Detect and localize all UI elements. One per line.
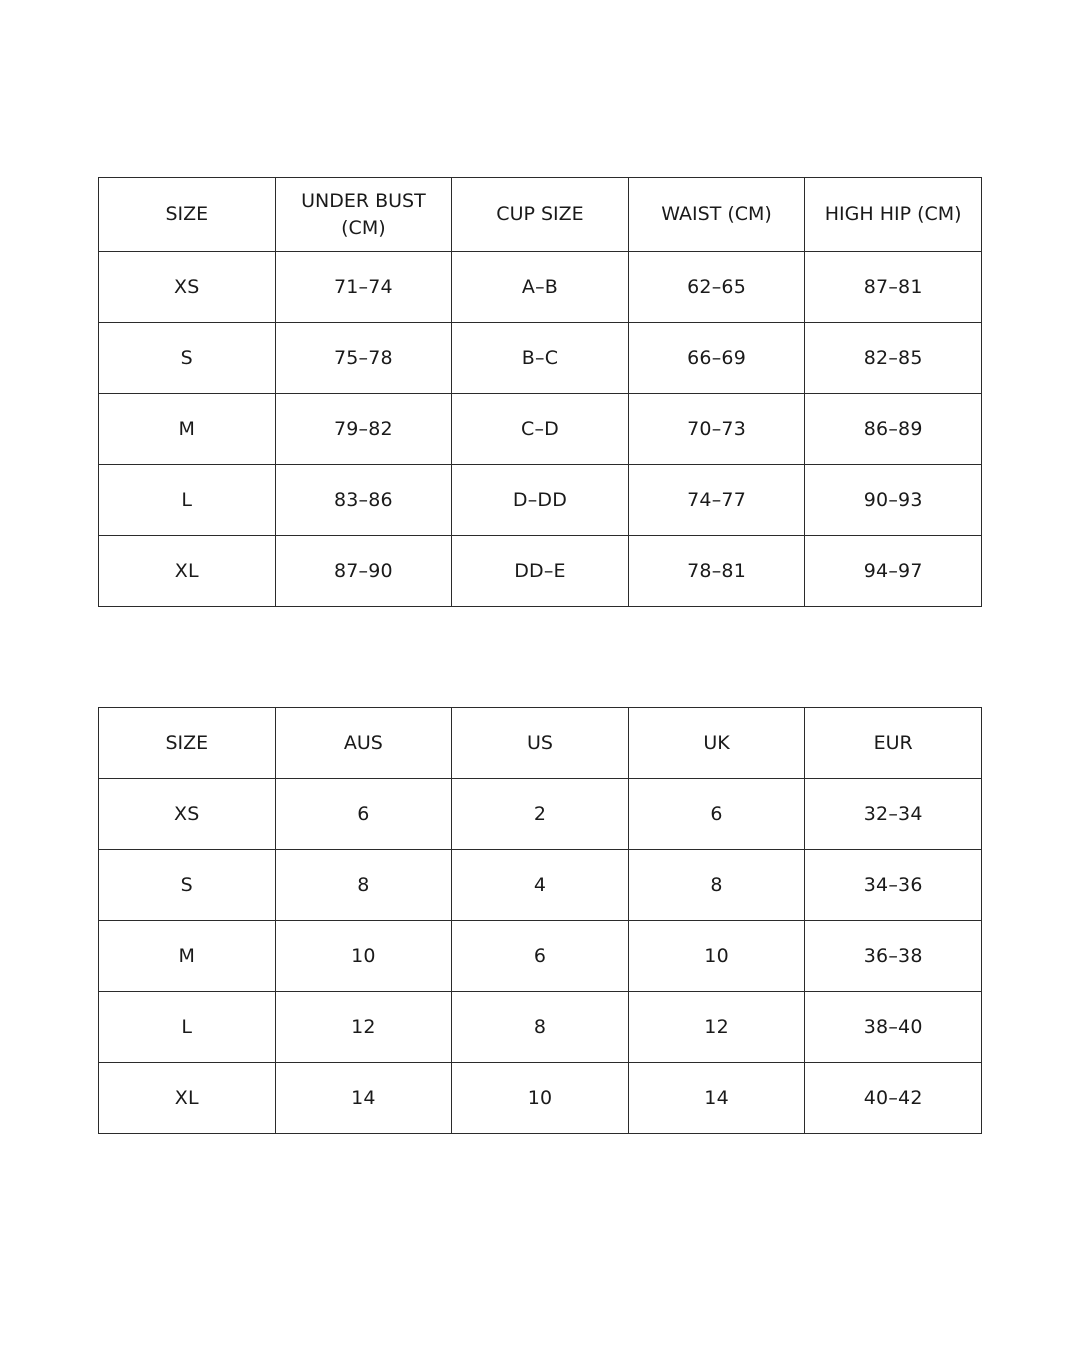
table-cell: D–DD [452,465,629,536]
table-cell: XS [99,779,276,850]
table-row [99,323,982,394]
table-cell: 32–34 [805,779,982,850]
table-cell: 10 [275,921,452,992]
table-cell: 86–89 [805,394,982,465]
table-cell: 87–90 [275,536,452,607]
table-cell: XL [99,536,276,607]
header-eur: EUR [805,708,982,779]
table-cell: 38–40 [805,992,982,1063]
table-cell: 12 [628,992,805,1063]
table-cell: 70–73 [628,394,805,465]
table-cell: 36–38 [805,921,982,992]
table-cell: 79–82 [275,394,452,465]
table-cell: 90–93 [805,465,982,536]
table-cell: S [99,850,276,921]
table-cell: 8 [452,992,629,1063]
table-cell: 75–78 [275,323,452,394]
table-cell: 74–77 [628,465,805,536]
table-cell: 40–42 [805,1063,982,1134]
table-cell: 2 [452,779,629,850]
table-cell: M [99,394,276,465]
header-under-bust: UNDER BUST (CM) [275,178,452,252]
table-cell: 82–85 [805,323,982,394]
size-conversion-table [98,707,982,1134]
table-cell: M [99,921,276,992]
table-cell: 10 [452,1063,629,1134]
header-cup-size: CUP SIZE [452,178,629,252]
table-cell: 6 [275,779,452,850]
table-cell: 14 [628,1063,805,1134]
table-row [99,394,982,465]
header-uk: UK [628,708,805,779]
table-cell: DD–E [452,536,629,607]
table-row [99,992,982,1063]
table-cell: 94–97 [805,536,982,607]
table-cell: A–B [452,252,629,323]
table-cell: XS [99,252,276,323]
table-cell: XL [99,1063,276,1134]
table-cell: 6 [452,921,629,992]
table-cell: 83–86 [275,465,452,536]
table-cell: 62–65 [628,252,805,323]
table-row [99,850,982,921]
table-cell: L [99,992,276,1063]
table-cell: 78–81 [628,536,805,607]
table-cell: 8 [275,850,452,921]
header-size: SIZE [99,178,276,252]
table-row [99,536,982,607]
table-row [99,252,982,323]
header-us: US [452,708,629,779]
measurements-size-table [98,177,982,607]
table-cell: B–C [452,323,629,394]
table-cell: 14 [275,1063,452,1134]
table-cell: S [99,323,276,394]
table-cell: 6 [628,779,805,850]
table-cell: 71–74 [275,252,452,323]
table-header-row [99,178,982,252]
table-cell: L [99,465,276,536]
table-row [99,465,982,536]
table-cell: 4 [452,850,629,921]
header-size: SIZE [99,708,276,779]
table-row [99,779,982,850]
table-row [99,1063,982,1134]
table-cell: 87–81 [805,252,982,323]
header-high-hip: HIGH HIP (CM) [805,178,982,252]
table-cell: 34–36 [805,850,982,921]
table-cell: 66–69 [628,323,805,394]
table-cell: 12 [275,992,452,1063]
table-cell: C–D [452,394,629,465]
table-cell: 8 [628,850,805,921]
table-row [99,921,982,992]
header-aus: AUS [275,708,452,779]
header-waist: WAIST (CM) [628,178,805,252]
table-header-row [99,708,982,779]
table-cell: 10 [628,921,805,992]
